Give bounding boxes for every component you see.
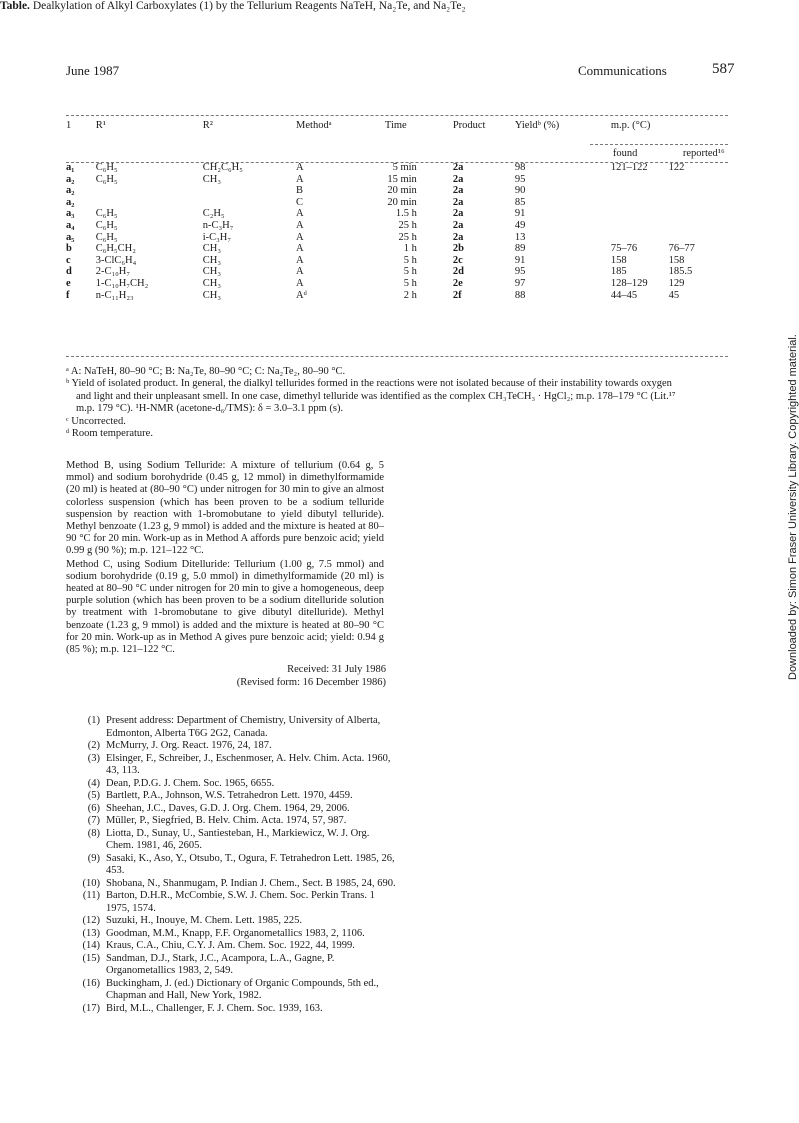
- reference-item: [66, 803, 396, 816]
- cell-mp-reported: 122: [668, 162, 685, 173]
- reference-text: McMurry, J. Org. React. 1976, 24, 187.: [106, 740, 272, 751]
- cell-mp-reported: 76–77: [668, 243, 695, 255]
- cell-r2: CH₃: [202, 254, 221, 266]
- reference-number: (10): [82, 877, 100, 889]
- cell-product: 2a: [452, 231, 464, 243]
- reference-item: [66, 1003, 396, 1016]
- cell-mp-found: 128–129: [610, 277, 648, 289]
- cell-method: A: [296, 231, 304, 243]
- cell-r1: C₆H₅CH₂: [95, 243, 136, 255]
- table-caption-text: Dealkylation of Alkyl Carboxylates (1) by the Tellurium Reagents NaTeH, Na₂Te, and Na₂Te₂: [32, 0, 466, 12]
- cell-mp-found: [601, 208, 669, 220]
- cell-method: A: [296, 173, 304, 185]
- cell-yield: 98: [514, 162, 526, 173]
- reference-text: Goodman, M.M., Knapp, F.F. Organometallics 1983, 2, 1106.: [106, 927, 365, 939]
- cell-product: 2c: [452, 254, 463, 266]
- cell-r1: C₆H₅: [95, 231, 118, 243]
- col-header-compound: 1: [66, 120, 72, 131]
- table-row: [66, 185, 728, 197]
- reference-item: [66, 753, 396, 778]
- reference-text: Sheehan, J.C., Daves, G.D. J. Org. Chem. 1964, 29, 2006.: [106, 802, 350, 814]
- cell-product: 2a: [452, 208, 464, 220]
- cell-mp-reported: [669, 197, 728, 209]
- cell-mp-found: 44–45: [610, 289, 638, 301]
- cell-method: A: [296, 243, 304, 255]
- cell-time: 20 min: [387, 196, 417, 208]
- table-caption: [0, 0, 795, 12]
- col-header-reported: reported¹⁶: [682, 148, 725, 159]
- col-header-product: Product: [452, 120, 486, 131]
- cell-time: 5 h: [403, 266, 417, 278]
- cell-yield: 90: [514, 185, 526, 197]
- cell-yield: 49: [514, 219, 526, 231]
- cell-time: 5 h: [403, 254, 417, 266]
- col-header-mp-label: m.p. (°C): [610, 120, 651, 131]
- cell-compound: b: [66, 243, 72, 255]
- cell-r1: [96, 185, 203, 197]
- cell-r1: C₆H₅: [95, 208, 118, 220]
- cell-time: 1.5 h: [395, 208, 417, 220]
- reference-item: [66, 915, 396, 928]
- reference-item: [66, 878, 396, 891]
- col-header-yield: Yieldᵇ (%): [514, 120, 560, 131]
- cell-method: Aᵈ: [296, 289, 307, 301]
- cell-product: 2a: [452, 173, 464, 185]
- cell-yield: 85: [514, 196, 526, 208]
- references-list: [66, 715, 396, 1015]
- cell-mp-found: 75–76: [610, 243, 638, 255]
- reference-text: Barton, D.H.R., McCombie, S.W. J. Chem. Soc. Perkin Trans. 1 1975, 1574.: [106, 890, 375, 914]
- cell-mp-reported: [669, 232, 728, 244]
- cell-method: A: [296, 219, 304, 231]
- cell-mp-found: 121–122: [610, 162, 648, 173]
- cell-time: 5 min: [392, 162, 417, 173]
- cell-r2: CH₂C₆H₅: [202, 162, 243, 173]
- footnote-d: ᵈ Room temperature.: [66, 428, 153, 440]
- cell-compound: a₂: [66, 173, 75, 185]
- reference-number: (7): [87, 815, 100, 826]
- cell-mp-reported: 129: [668, 277, 685, 289]
- reference-number: (3): [87, 752, 100, 764]
- cell-r2: [203, 185, 296, 197]
- cell-mp-found: 185: [610, 266, 627, 278]
- cell-yield: 91: [514, 254, 526, 266]
- cell-time: 5 h: [403, 277, 417, 289]
- col-header-method: Methodᵃ: [296, 120, 332, 131]
- reference-item: [66, 740, 396, 753]
- reference-number: (13): [82, 927, 100, 939]
- body-text: [66, 460, 384, 656]
- reference-item: [66, 890, 396, 915]
- reference-number: (11): [82, 890, 100, 901]
- cell-time: 1 h: [403, 243, 417, 255]
- cell-r2: CH₃: [202, 266, 221, 278]
- table-row: [66, 197, 728, 209]
- reference-number: (5): [87, 790, 100, 801]
- cell-r2: CH₃: [202, 289, 221, 301]
- reference-text: Present address: Department of Chemistry, University of Alberta, Edmonton, Alberta T6G 2G2, Canada.: [106, 715, 381, 739]
- reference-text: Elsinger, F., Schreiber, J., Eschenmoser, A. Helv. Chim. Acta. 1960, 43, 113.: [106, 752, 391, 776]
- cell-compound: a₁: [66, 162, 75, 173]
- cell-r1: [96, 197, 203, 209]
- cell-method: A: [296, 208, 304, 220]
- reference-item: [66, 828, 396, 853]
- cell-r1: 1-C₁₀H₇CH₂: [95, 277, 149, 289]
- cell-compound: a₄: [66, 219, 75, 231]
- table-row: [66, 243, 728, 255]
- table-caption-label: Table.: [0, 0, 30, 12]
- reference-text: Bird, M.L., Challenger, F. J. Chem. Soc. 1939, 163.: [106, 1002, 323, 1014]
- footnote-b-line2: and light and their unpleasant smell. In one case, dimethyl telluride was identified as the complex CH₃TeCH₃ · HgCl₂; m.p. 178–179 °C (Lit.¹⁷: [76, 390, 676, 402]
- cell-r1: 2-C₁₀H₇: [95, 266, 131, 278]
- cell-r2: CH₃: [202, 173, 221, 185]
- reference-text: Bartlett, P.A., Johnson, W.S. Tetrahedron Lett. 1970, 4459.: [106, 790, 353, 801]
- cell-yield: 97: [514, 277, 526, 289]
- method-c-paragraph: Method C, using Sodium Ditelluride: Tellurium (1.00 g, 7.5 mmol) and sodium borohydride (0.19 g, 5.0 mmol) in dimethylformamide (20 ml) is heated at 80–90 °C under nitrogen for 20 min to give a homogeneous, deep purple solution (which has been proven to be a sodium ditelluride solution by treatment with 1-bromobutane to give dibutyl ditelluride). Methyl benzoate (1.23 g, 9 mmol) is added and the mixture is heated at 80–90 °C for 20 min. Work-up as in Method A gives pure benzoic acid; yield: 0.94 g (85 %); m.p. 121–122 °C.: [66, 558, 384, 656]
- table-row: [66, 208, 728, 220]
- cell-mp-reported: [669, 208, 728, 220]
- cell-r1: n-C₁₁H₂₃: [95, 289, 134, 301]
- cell-yield: 95: [514, 266, 526, 278]
- cell-mp-reported: [669, 220, 728, 232]
- footnote-b-line3: m.p. 179 °C). ¹H-NMR (acetone-d₆/TMS): δ = 3.0–3.1 ppm (s).: [76, 403, 344, 415]
- cell-r2: CH₃: [202, 277, 221, 289]
- cell-product: 2f: [452, 289, 462, 301]
- table-footnotes: [66, 366, 728, 440]
- reference-number: (8): [87, 827, 100, 839]
- cell-product: 2a: [452, 162, 464, 173]
- cell-mp-found: 158: [610, 254, 627, 266]
- cell-yield: 88: [514, 289, 526, 301]
- cell-time: 20 min: [387, 185, 417, 197]
- cell-compound: e: [66, 277, 71, 289]
- cell-r1: C₆H₅: [95, 162, 118, 173]
- reference-text: Dean, P.D.G. J. Chem. Soc. 1965, 6655.: [106, 777, 275, 789]
- cell-mp-reported: 158: [668, 254, 685, 266]
- running-header-section: Communications: [578, 63, 667, 78]
- table-row: [66, 162, 728, 174]
- cell-compound: a₂: [66, 185, 75, 197]
- reference-number: (17): [82, 1002, 100, 1014]
- reference-number: (2): [87, 740, 100, 751]
- cell-mp-reported: 45: [668, 289, 680, 301]
- cell-mp-found: [601, 174, 669, 186]
- cell-time: 25 h: [398, 219, 417, 231]
- cell-method: C: [296, 196, 304, 208]
- reference-text: Suzuki, H., Inouye, M. Chem. Lett. 1985, 225.: [106, 915, 302, 926]
- cell-mp-reported: [669, 185, 728, 197]
- col-header-found: found: [612, 148, 638, 159]
- cell-method: A: [296, 266, 304, 278]
- cell-compound: d: [66, 266, 72, 278]
- reference-item: [66, 715, 396, 740]
- cell-product: 2a: [452, 185, 464, 197]
- col-header-mp: [601, 120, 728, 162]
- table-top-rule: [66, 115, 728, 116]
- reference-item: [66, 815, 396, 828]
- footnote-a: ᵃ A: NaTeH, 80–90 °C; B: Na₂Te, 80–90 °C; C: Na₂Te₂, 80–90 °C.: [66, 366, 346, 377]
- cell-r1: 3-ClC₆H₄: [95, 254, 137, 266]
- reference-text: Sandman, D.J., Stark, J.C., Acampora, L.A., Gagne, P. Organometallics 1983, 2, 549.: [106, 952, 335, 976]
- cell-time: 2 h: [403, 289, 417, 301]
- table-bottom-rule: [66, 356, 728, 357]
- reference-item: [66, 790, 396, 803]
- table-row: [66, 255, 728, 267]
- cell-r2: n-C₃H₇: [202, 219, 234, 231]
- cell-mp-reported: [669, 174, 728, 186]
- reference-item: [66, 853, 396, 878]
- download-watermark: Downloaded by: Simon Fraser University Library. Copyrighted material.: [787, 334, 799, 680]
- reference-number: (15): [82, 952, 100, 964]
- cell-product: 2a: [452, 196, 464, 208]
- cell-r2: i-C₃H₇: [202, 231, 232, 243]
- table-row: [66, 266, 728, 278]
- method-b-paragraph: Method B, using Sodium Telluride: A mixture of tellurium (0.64 g, 5 mmol) and sodium borohydride (0.45 g, 12 mmol) in dimethylformamide (20 ml) is heated at (80–90 °C) under nitrogen for 30 min to give an almost colorless suspension (which has been proven to be a sodium telluride suspension by reaction with 1-bromobutane to yield dibutyl telluride). Methyl benzoate (1.23 g, 9 mmol) is added and the mixture is heated at 80–90 °C for 20 min. Work-up as in Method A affords pure benzoic acid; yield 0.99 g (90 %); m.p. 121–122 °C.: [66, 460, 384, 557]
- cell-time: 25 h: [398, 231, 417, 243]
- footnote-c: ᶜ Uncorrected.: [66, 415, 126, 427]
- reference-item: [66, 953, 396, 978]
- reference-item: [66, 928, 396, 941]
- col-header-r2: R²: [202, 120, 213, 131]
- cell-r2: C₂H₅: [202, 208, 225, 220]
- cell-yield: 89: [514, 243, 526, 255]
- cell-compound: a₅: [66, 231, 75, 243]
- reference-text: Shobana, N., Shanmugam, P. Indian J. Chem., Sect. B 1985, 24, 690.: [106, 877, 396, 889]
- reference-number: (12): [82, 915, 100, 926]
- reference-number: (16): [82, 977, 100, 989]
- cell-r2: [203, 197, 296, 209]
- reference-number: (1): [87, 715, 100, 726]
- table-row: [66, 290, 728, 302]
- cell-method: B: [296, 185, 304, 197]
- table-row: [66, 232, 728, 244]
- cell-r2: CH₃: [202, 243, 221, 255]
- reference-item: [66, 778, 396, 791]
- cell-yield: 13: [514, 231, 526, 243]
- cell-method: A: [296, 162, 304, 173]
- cell-method: A: [296, 277, 304, 289]
- footnote-b-line1: ᵇ Yield of isolated product. In general, the dialkyl tellurides formed in the reactions were not isolated because of their instability towards oxygen: [66, 378, 672, 390]
- revised-date: (Revised form: 16 December 1986): [236, 677, 386, 688]
- reference-item: [66, 940, 396, 953]
- cell-compound: a₂: [66, 196, 75, 208]
- cell-yield: 95: [514, 173, 526, 185]
- col-header-time: Time: [384, 120, 407, 131]
- cell-product: 2d: [452, 266, 464, 278]
- reference-number: (14): [82, 940, 100, 951]
- received-date: Received: 31 July 1986: [287, 664, 386, 675]
- cell-mp-found: [601, 220, 669, 232]
- cell-mp-found: [601, 197, 669, 209]
- running-header-date: June 1987: [66, 63, 120, 78]
- reference-text: Liotta, D., Sunay, U., Santiesteban, H., Markiewicz, W. J. Org. Chem. 1981, 46, 2605.: [106, 827, 370, 851]
- reference-text: Buckingham, J. (ed.) Dictionary of Organic Compounds, 5th ed., Chapman and Hall, New York, 1982.: [106, 977, 379, 1001]
- cell-r1: C₆H₅: [95, 173, 118, 185]
- cell-r1: C₆H₅: [95, 219, 118, 231]
- cell-compound: f: [66, 289, 70, 301]
- cell-product: 2a: [452, 219, 464, 231]
- col-header-r1: R¹: [95, 120, 106, 131]
- reference-text: Müller, P., Siegfried, B. Helv. Chim. Acta. 1974, 57, 987.: [106, 815, 347, 826]
- cell-mp-found: [601, 232, 669, 244]
- reference-number: (6): [87, 802, 100, 814]
- cell-product: 2e: [452, 277, 463, 289]
- reference-number: (9): [87, 852, 100, 864]
- reference-item: [66, 978, 396, 1003]
- dealkylation-table: [66, 120, 728, 301]
- table-row: [66, 278, 728, 290]
- page-number: 587: [712, 61, 735, 77]
- cell-mp-found: [601, 185, 669, 197]
- reference-text: Kraus, C.A., Chiu, C.Y. J. Am. Chem. Soc. 1922, 44, 1999.: [106, 940, 355, 951]
- table-row: [66, 174, 728, 186]
- cell-mp-reported: 185.5: [668, 266, 693, 278]
- reference-number: (4): [87, 777, 100, 789]
- reference-text: Sasaki, K., Aso, Y., Otsubo, T., Ogura, F. Tetrahedron Lett. 1985, 26, 453.: [106, 852, 395, 876]
- cell-product: 2b: [452, 243, 464, 255]
- cell-yield: 91: [514, 208, 526, 220]
- table-row: [66, 220, 728, 232]
- cell-method: A: [296, 254, 304, 266]
- cell-compound: a₃: [66, 208, 75, 220]
- cell-compound: c: [66, 254, 71, 266]
- cell-time: 15 min: [387, 173, 417, 185]
